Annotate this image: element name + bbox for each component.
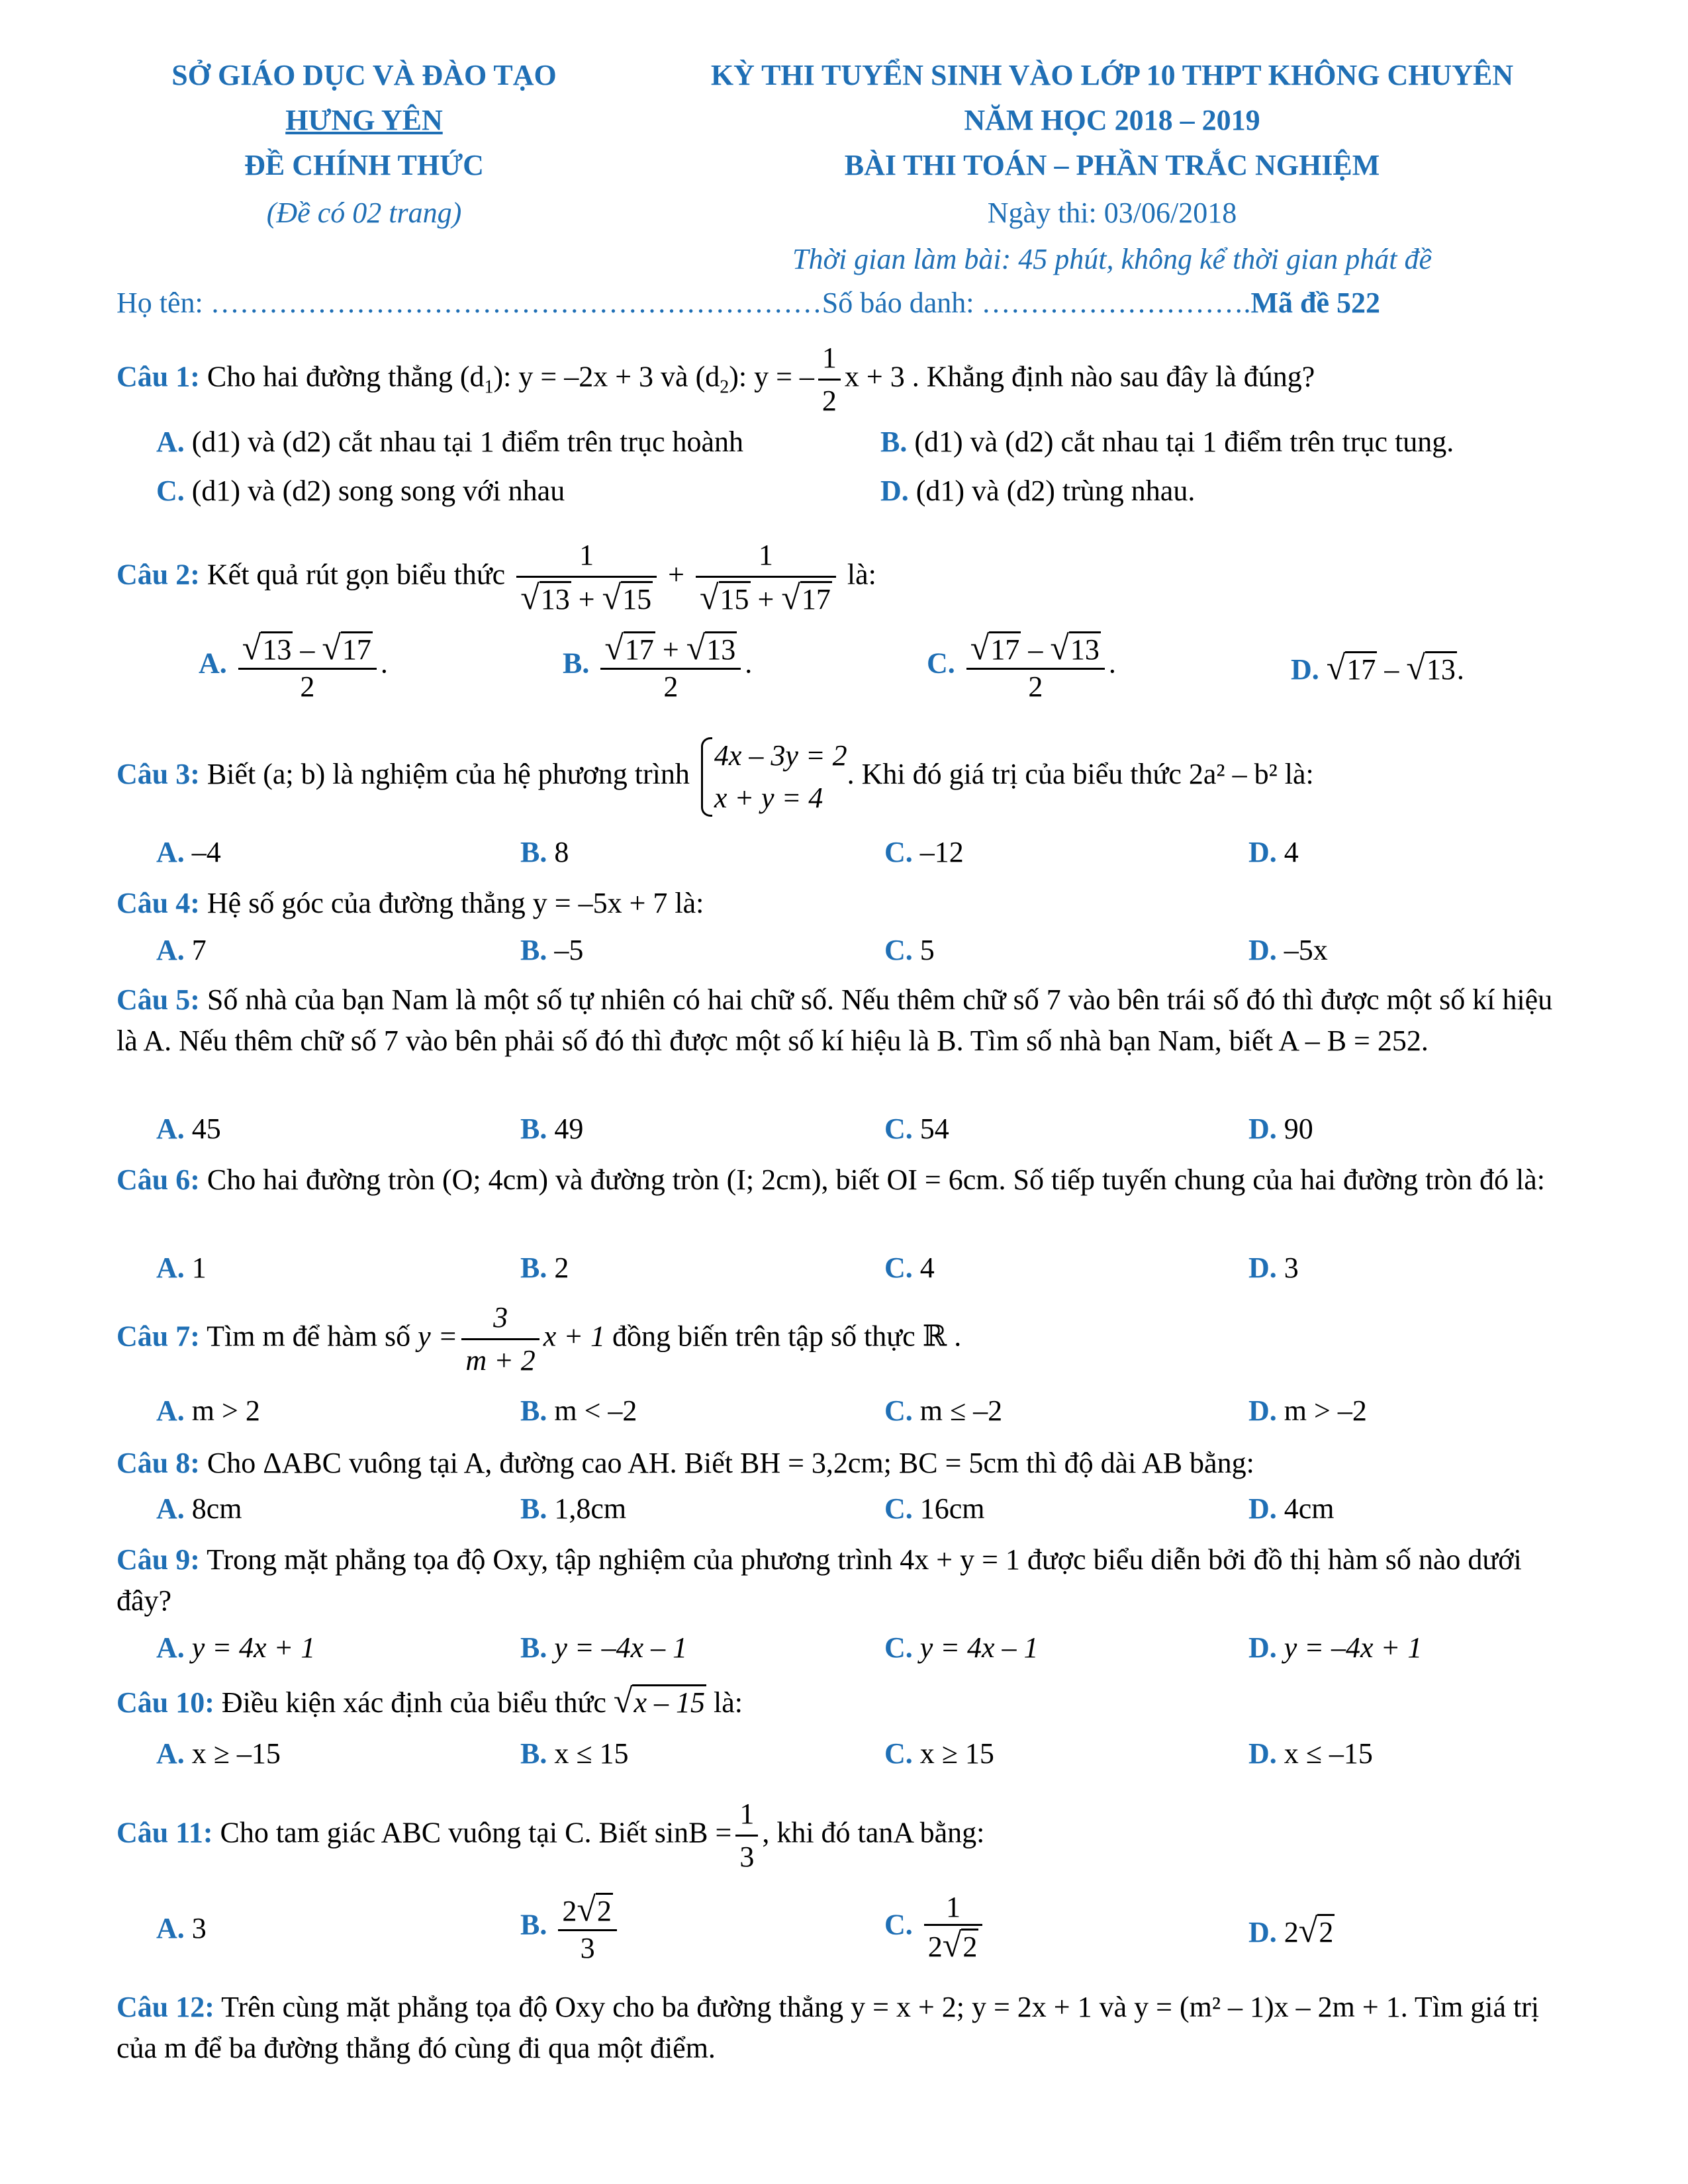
q5-option-c: C. 54 <box>884 1113 949 1145</box>
q1-option-d: D. (d1) và (d2) trùng nhau. <box>880 475 1196 507</box>
question-10: Câu 10: Điều kiện xác định của biểu thức √x – 15 là: <box>117 1682 743 1720</box>
q3-option-c: C. –12 <box>884 836 964 868</box>
question-1: Câu 1: Cho hai đường thẳng $(d_1)$: y = –2x + 3 và $(d_2)$: y = – $\frac{1}{2}$ x + 3 . Khẳng định nào sau đây là đúng? <box>117 338 1579 422</box>
q6-option-b: B. 2 <box>520 1251 569 1284</box>
province-name: HƯNG YÊN <box>285 104 443 136</box>
q10-option-d: D. x ≤ –15 <box>1248 1737 1373 1770</box>
q11-option-d: D. 2√2 <box>1248 1912 1334 1950</box>
exam-code: Mã đề 522 <box>1250 287 1381 319</box>
question-4: Câu 4: Hệ số góc của đường thẳng y = –5x + 7 là: <box>117 887 704 919</box>
q7-option-d: D. m > –2 <box>1248 1394 1367 1427</box>
question-6: Câu 6: Cho hai đường tròn (O; 4cm) và đường tròn (I; 2cm), biết OI = 6cm. Số tiếp tuyến chung của hai đường tròn đó là: <box>117 1163 1546 1196</box>
question-9: Câu 9: Trong mặt phẳng tọa độ Oxy, tập nghiệm của phương trình 4x + y = 1 được biểu diễn bởi đồ thị hàm số nào dưới đây? <box>117 1543 1522 1617</box>
name-field-label: Họ tên: ……………………………………………………… <box>117 287 822 319</box>
q2-option-a: A. $\frac{√13 - √17}{2}$ . <box>199 629 388 703</box>
q5-option-a: A. 45 <box>156 1113 221 1145</box>
q8-option-c: C. 16cm <box>884 1492 985 1525</box>
q7-option-c: C. m ≤ –2 <box>884 1394 1003 1427</box>
q4-option-b: B. –5 <box>520 934 584 966</box>
exam-date: Ngày thi: 03/06/2018 <box>987 197 1237 229</box>
q4-option-d: D. –5x <box>1248 934 1328 966</box>
q3-option-a: A. –4 <box>156 836 221 868</box>
question-7: Câu 7: Tìm m để hàm số y = $\frac{3}{m + 2}$ x + 1 đồng biến trên tập số thực ℝ . <box>117 1297 1579 1381</box>
question-2: Câu 2: Kết quả rút gọn biểu thức $\frac{1}{√13 + √15}$ + $\frac{1}{√15 + √17}$ là: <box>117 535 1579 620</box>
q4-option-a: A. 7 <box>156 934 207 966</box>
q11-option-b: B. $\frac{2√2}{3}$ <box>520 1890 621 1965</box>
q6-option-c: C. 4 <box>884 1251 935 1284</box>
question-12: Câu 12: Trên cùng mặt phẳng tọa độ Oxy cho ba đường thẳng y = x + 2; y = 2x + 1 và y = (m² – 1)x – 2m + 1. Tìm giá trị của m để ba đường thẳng đó cùng đi qua một điểm. <box>117 1991 1540 2064</box>
q5-option-d: D. 90 <box>1248 1113 1313 1145</box>
q6-option-a: A. 1 <box>156 1251 207 1284</box>
q10-option-c: C. x ≥ 15 <box>884 1737 994 1770</box>
q6-option-d: D. 3 <box>1248 1251 1299 1284</box>
q2-option-c: C. $\frac{√17 - √13}{2}$ . <box>927 629 1116 703</box>
q1-option-b: B. (d1) và (d2) cắt nhau tại 1 điểm trên trục tung. <box>880 426 1454 458</box>
q2-option-d: D. √17 – √13. <box>1291 649 1464 687</box>
time-allowed: Thời gian làm bài: 45 phút, không kể thời gian phát đề <box>792 243 1432 275</box>
q7-option-a: A. m > 2 <box>156 1394 260 1427</box>
question-11: Câu 11: Cho tam giác ABC vuông tại C. Biết sinB = $\frac{1}{3}$ , khi đó tanA bằng: <box>117 1794 1579 1878</box>
q9-option-b: B. y = –4x – 1 <box>520 1631 688 1664</box>
id-field-label: Số báo danh: ………………………. <box>821 287 1251 319</box>
page-count: (Đề có 02 trang) <box>266 197 462 229</box>
q9-option-c: C. y = 4x – 1 <box>884 1631 1039 1664</box>
q7-option-b: B. m < –2 <box>520 1394 637 1427</box>
question-5: Câu 5: Số nhà của bạn Nam là một số tự nhiên có hai chữ số. Nếu thêm chữ số 7 vào bên trái số đó thì được một số kí hiệu là A. Nếu thêm chữ số 7 vào bên phải số đó thì được một số kí hiệu là B. Tìm số nhà bạn Nam, biết A – B = 252. <box>117 983 1553 1057</box>
q8-option-b: B. 1,8cm <box>520 1492 627 1525</box>
exam-title: KỲ THI TUYỂN SINH VÀO LỚP 10 THPT KHÔNG CHUYÊN <box>710 59 1514 91</box>
q10-option-a: A. x ≥ –15 <box>156 1737 281 1770</box>
q4-option-c: C. 5 <box>884 934 935 966</box>
q1-option-c: C. (d1) và (d2) song song với nhau <box>156 475 565 507</box>
q9-option-a: A. y = 4x + 1 <box>156 1631 316 1664</box>
student-line <box>117 286 1380 320</box>
q3-option-b: B. 8 <box>520 836 569 868</box>
q8-option-d: D. 4cm <box>1248 1492 1335 1525</box>
q3-option-d: D. 4 <box>1248 836 1299 868</box>
q10-option-b: B. x ≤ 15 <box>520 1737 629 1770</box>
q9-option-d: D. y = –4x + 1 <box>1248 1631 1423 1664</box>
question-8: Câu 8: Cho ΔABC vuông tại A, đường cao AH. Biết BH = 3,2cm; BC = 5cm thì độ dài AB bằng: <box>117 1447 1254 1479</box>
subject-title: BÀI THI TOÁN – PHẦN TRẮC NGHIỆM <box>844 149 1380 181</box>
q11-option-c: C. $\frac{1}{2√2}$ <box>884 1890 986 1965</box>
official-label: ĐỀ CHÍNH THỨC <box>244 149 484 181</box>
school-year: NĂM HỌC 2018 – 2019 <box>964 104 1260 136</box>
q8-option-a: A. 8cm <box>156 1492 242 1525</box>
q1-option-a: A. (d1) và (d2) cắt nhau tại 1 điểm trên trục hoành <box>156 426 744 458</box>
q11-option-a: A. 3 <box>156 1912 207 1944</box>
dept-name: SỞ GIÁO DỤC VÀ ĐÀO TẠO <box>171 59 557 91</box>
q2-option-b: B. $\frac{√17 + √13}{2}$ . <box>563 629 753 703</box>
q5-option-b: B. 49 <box>520 1113 584 1145</box>
question-3: Câu 3: Biết (a; b) là nghiệm của hệ phương trình 4x – 3y = 2 x + y = 4 . Khi đó giá trị của biểu thức 2a² – b² là: <box>117 735 1579 819</box>
